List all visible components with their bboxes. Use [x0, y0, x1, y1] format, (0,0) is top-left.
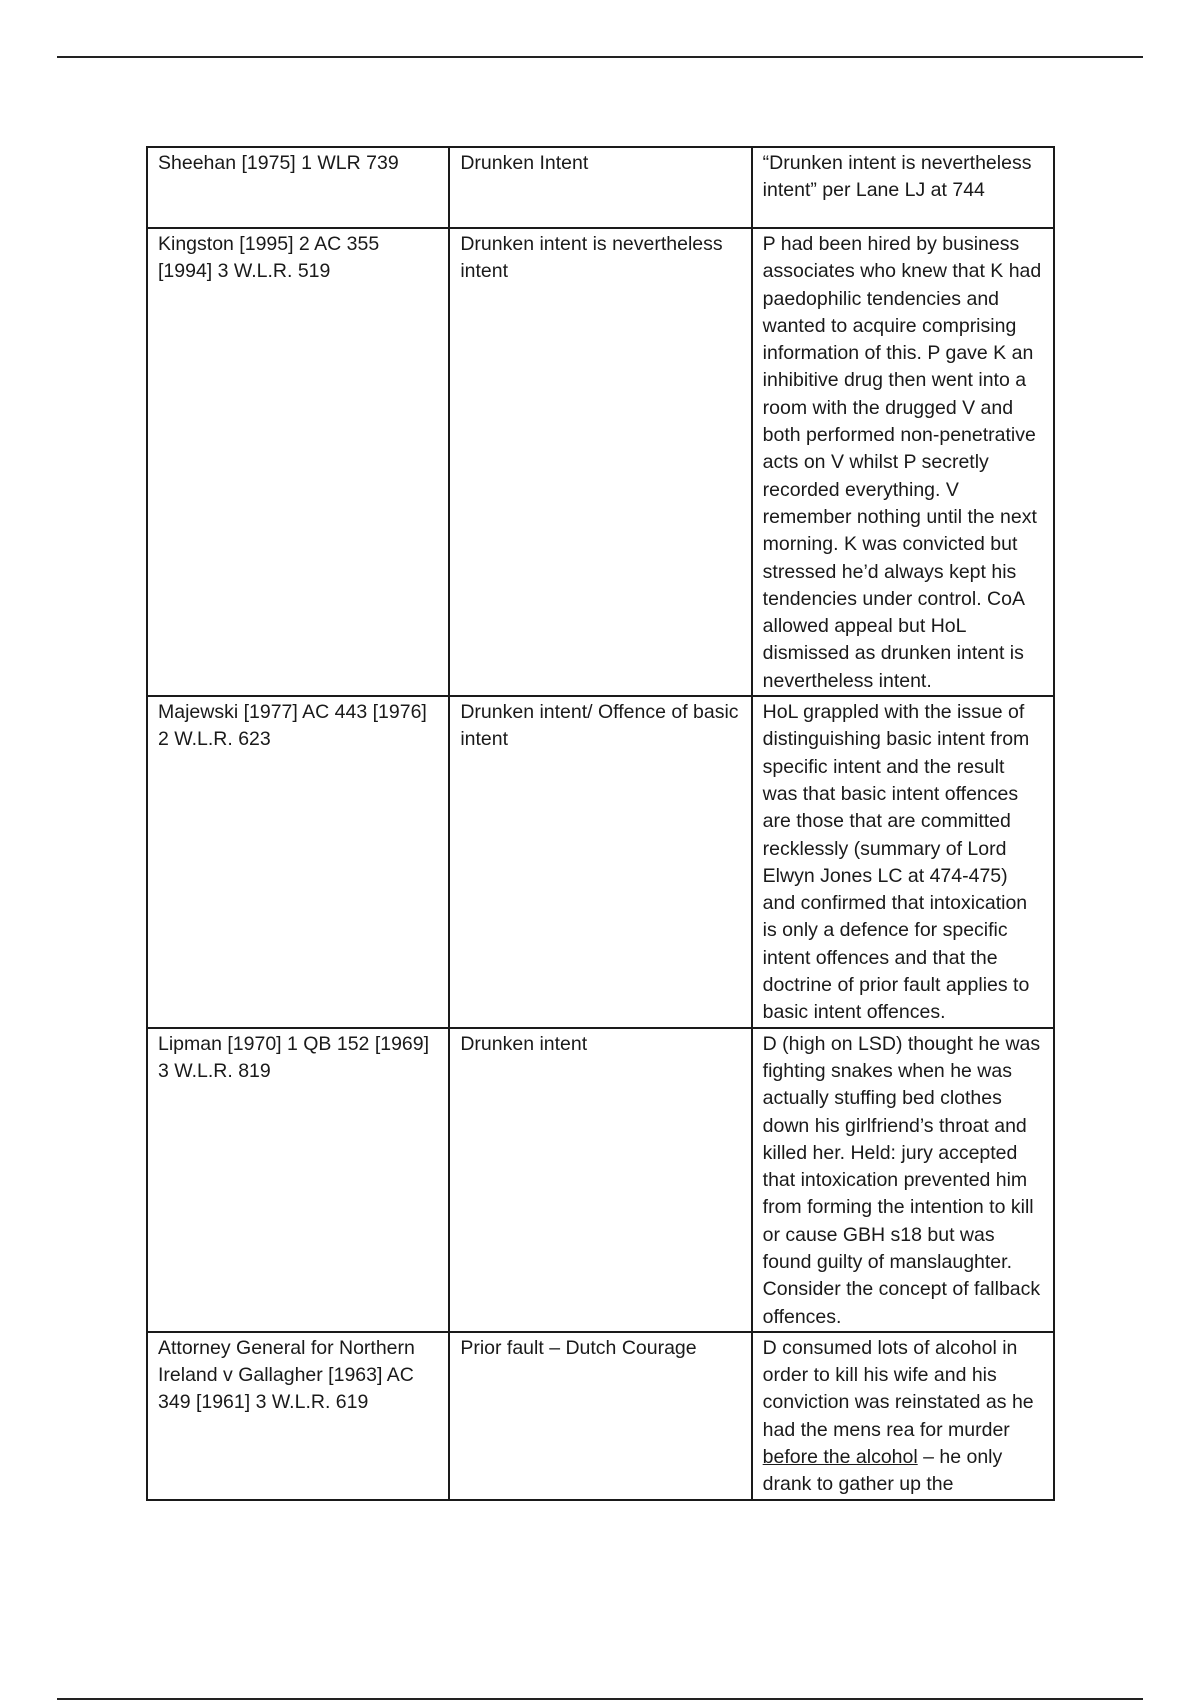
- case-table: [146, 146, 1055, 1501]
- case-cell: Attorney General for Northern Ireland v Gallagher [1963] AC 349 [1961] 3 W.L.R. 619: [147, 1332, 449, 1500]
- case-cell: Lipman [1970] 1 QB 152 [1969] 3 W.L.R. 819: [147, 1028, 449, 1332]
- principle-cell: Prior fault – Dutch Courage: [449, 1332, 751, 1500]
- facts-cell: D (high on LSD) thought he was fighting snakes when he was actually stuffing bed clothes down his girlfriend’s throat and killed her. Held: jury accepted that intoxication prevented him from forming the intention to kill or cause GBH s18 but was found guilty of manslaughter. Consider the concept of fallback offences.: [752, 1028, 1054, 1332]
- table-row: [147, 147, 1054, 228]
- table-row: [147, 1332, 1054, 1500]
- table-row: [147, 228, 1054, 696]
- facts-cell: HoL grappled with the issue of distinguishing basic intent from specific intent and the result was that basic intent offences are those that are committed recklessly (summary of Lord Elwyn Jones LC at 474-475) and confirmed that intoxication is only a defence for specific intent offences and that the doctrine of prior fault applies to basic intent offences.: [752, 696, 1054, 1028]
- principle-cell: Drunken intent is nevertheless intent: [449, 228, 751, 696]
- principle-cell: Drunken intent: [449, 1028, 751, 1332]
- facts-cell: [752, 1332, 1054, 1500]
- facts-text: D consumed lots of alcohol in order to kill his wife and his conviction was reinstated as he had the mens rea for murder: [762, 1336, 1034, 1441]
- facts-cell: “Drunken intent is nevertheless intent” per Lane LJ at 744: [752, 147, 1054, 228]
- principle-cell: Drunken Intent: [449, 147, 751, 228]
- underlined-phrase: before the alcohol: [762, 1446, 918, 1469]
- principle-cell: Drunken intent/ Offence of basic intent: [449, 696, 751, 1028]
- table-row: [147, 696, 1054, 1028]
- case-cell: Sheehan [1975] 1 WLR 739: [147, 147, 449, 228]
- case-cell: Kingston [1995] 2 AC 355 [1994] 3 W.L.R. 519: [147, 228, 449, 696]
- header-rule: [57, 56, 1143, 58]
- facts-cell: P had been hired by business associates who knew that K had paedophilic tendencies and wanted to acquire comprising information of this. P gave K an inhibitive drug then went into a room with the drugged V and both performed non-penetrative acts on V whilst P secretly recorded everything. V remember nothing until the next morning. K was convicted but stressed he’d always kept his tendencies under control. CoA allowed appeal but HoL dismissed as drunken intent is nevertheless intent.: [752, 228, 1054, 696]
- table-row: [147, 1028, 1054, 1332]
- case-cell: Majewski [1977] AC 443 [1976] 2 W.L.R. 623: [147, 696, 449, 1028]
- facts-text-continued: – he only drank to gather up the: [762, 1446, 1003, 1496]
